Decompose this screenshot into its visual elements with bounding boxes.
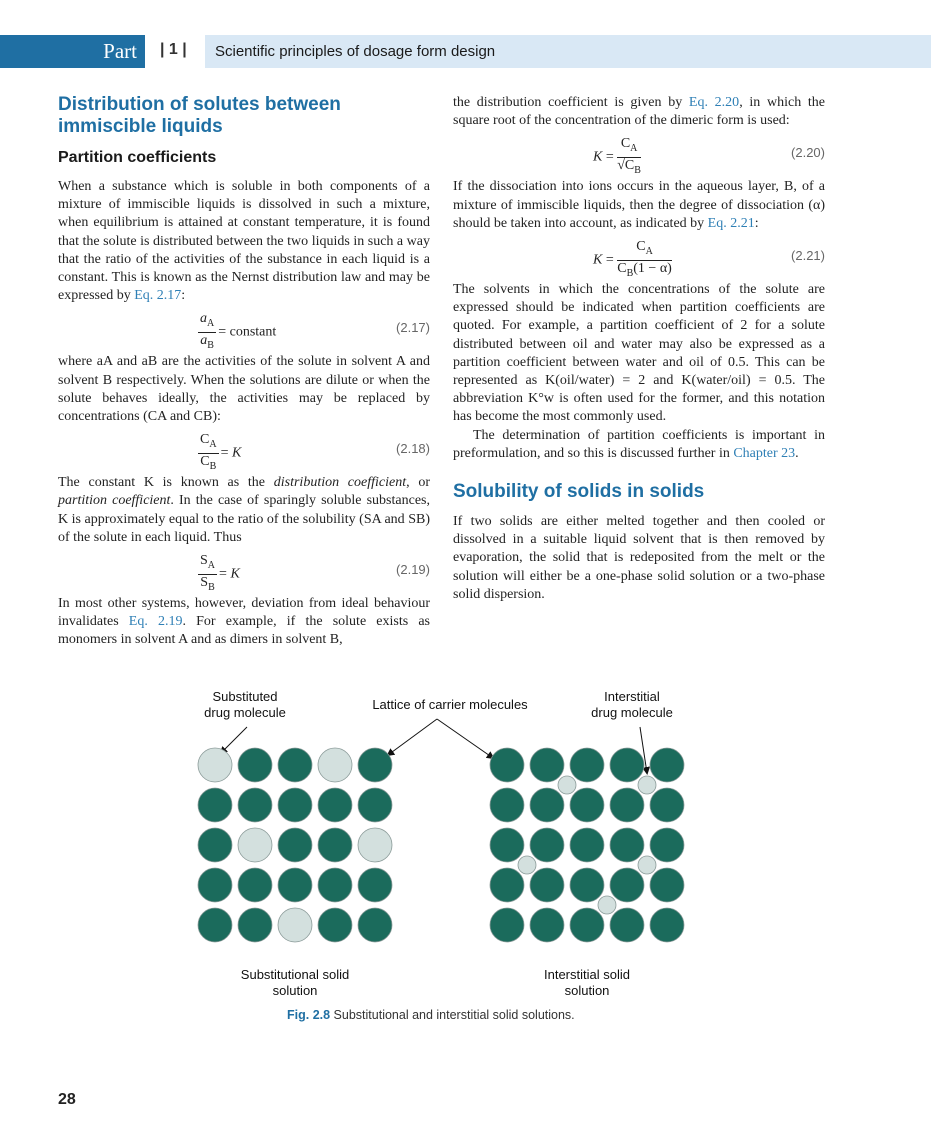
carrier-molecule	[610, 748, 644, 782]
carrier-molecule	[490, 748, 524, 782]
carrier-molecule	[278, 748, 312, 782]
solid-solutions-figure	[185, 685, 705, 1005]
running-header: Scientific principles of dosage form design	[205, 35, 931, 68]
carrier-molecule	[490, 828, 524, 862]
carrier-molecule	[318, 908, 352, 942]
label-substitutional-solution: solution	[272, 983, 318, 998]
carrier-molecule	[650, 908, 684, 942]
carrier-molecule	[610, 788, 644, 822]
equation-2-21: K = $\frac{C_A}{C_B(1 - \alpha)}$ (2.21)	[593, 239, 825, 279]
equation-link[interactable]: Eq. 2.20	[688, 95, 740, 110]
equation-link[interactable]: Eq. 2.19	[128, 614, 183, 630]
subsection-heading: Partition coefficients	[58, 149, 217, 166]
drug-molecule	[598, 896, 616, 914]
carrier-molecule	[278, 788, 312, 822]
equation-2-20: K = $\frac{C_A}{√C_B}$ (2.20)	[593, 136, 825, 176]
label-interstitial: Interstitial	[604, 689, 660, 704]
paragraph: The solvents in which the concentrations of the solute are expressed should be indicated when partition coefficients are quoted. For example, a partition coefficient of 2 for a solute distributed between oil and water may also be expressed as a partition coefficient between water and oil of 0.5. This can be represented as K(oil/water) = 2 and K(water/oil) = 0.5. The abbreviation K°w is often used for the former, and this notation has become the most commonly used.	[453, 282, 825, 425]
figure-caption: Fig. 2.8 Substitutional and interstitial solid solutions.	[287, 1008, 575, 1022]
drug-molecule	[638, 776, 656, 794]
page-number: 28	[58, 1091, 76, 1108]
paragraph: the distribution coefficient is given by Eq. 2.20, in which the square root of the concentration of the dimeric form is used:	[453, 95, 825, 129]
drug-molecule	[558, 776, 576, 794]
paragraph: where aA and aB are the activities of the solute in solvent A and solvent B respectively. When the solutions are dilute or when the solute behaves ideally, the activities may be replaced by concentrations (CA and CB):	[58, 354, 430, 425]
equation-2-17: $\frac{a_A}{a_B}$ = constant (2.17)	[200, 311, 430, 352]
carrier-molecule	[650, 748, 684, 782]
carrier-molecule	[358, 748, 392, 782]
carrier-molecule	[238, 868, 272, 902]
carrier-molecule	[610, 828, 644, 862]
carrier-molecule	[650, 868, 684, 902]
carrier-molecule	[570, 908, 604, 942]
paragraph: If two solids are either melted together and then cooled or dissolved in a suitable liquid solvent that is then removed by evaporation, the solid that is redeposited from the melt or the solution will either be a one-phase solid solution or a two-phase solid dispersion.	[453, 514, 825, 602]
substitutional-lattice	[198, 748, 392, 942]
carrier-molecule	[198, 828, 232, 862]
carrier-molecule	[610, 868, 644, 902]
carrier-molecule	[358, 788, 392, 822]
carrier-molecule	[490, 788, 524, 822]
carrier-molecule	[318, 788, 352, 822]
left-column	[58, 94, 430, 650]
carrier-molecule	[238, 748, 272, 782]
drug-molecule	[638, 856, 656, 874]
label-substituted: drug molecule	[204, 705, 286, 720]
carrier-molecule	[530, 828, 564, 862]
drug-molecule	[358, 828, 392, 862]
equation-2-19: $\frac{S_A}{S_B}$ = K (2.19)	[200, 553, 430, 593]
label-lattice: Lattice of carrier molecules	[372, 697, 528, 712]
equation-link[interactable]: Eq. 2.17	[134, 288, 182, 304]
carrier-molecule	[570, 828, 604, 862]
right-column	[453, 94, 825, 604]
part-number: | 1 |	[160, 41, 187, 58]
interstitial-lattice	[490, 748, 684, 942]
paragraph: The constant K is known as the distribution coefficient, or partition coefficient. In the case of sparingly soluble substances, K is approximately equal to the ratio of the solubility (SA and SB) of the solute in each liquid. Thus	[58, 475, 431, 545]
carrier-molecule	[278, 868, 312, 902]
carrier-molecule	[318, 828, 352, 862]
carrier-molecule	[318, 868, 352, 902]
chapter-link[interactable]: Chapter 23	[733, 445, 796, 461]
carrier-molecule	[610, 908, 644, 942]
carrier-molecule	[358, 908, 392, 942]
drug-molecule	[318, 748, 352, 782]
carrier-molecule	[530, 868, 564, 902]
label-interstitial: drug molecule	[591, 705, 673, 720]
carrier-molecule	[530, 908, 564, 942]
drug-molecule	[238, 828, 272, 862]
carrier-molecule	[570, 748, 604, 782]
carrier-molecule	[238, 908, 272, 942]
paragraph: In most other systems, however, deviation from ideal behaviour invalidates Eq. 2.19. For example, if the solute exists as monomers in solvent A and as dimers in solvent B,	[58, 596, 430, 648]
carrier-molecule	[490, 868, 524, 902]
carrier-molecule	[238, 788, 272, 822]
carrier-molecule	[278, 828, 312, 862]
label-substitutional-solution: Substitutional solid	[240, 967, 350, 982]
carrier-molecule	[198, 788, 232, 822]
drug-molecule	[198, 748, 232, 782]
equation-link[interactable]: Eq. 2.21	[707, 215, 755, 231]
carrier-molecule	[490, 908, 524, 942]
label-interstitial-solution: solution	[564, 983, 610, 998]
paragraph: If the dissociation into ions occurs in the aqueous layer, B, of a mixture of immiscible liquids, then the degree of dissociation (α) should be taken into account, as indicated by Eq. 2.21:	[453, 179, 825, 231]
paragraph: The determination of partition coefficients is important in preformulation, and so this is discussed further in Chapter 23.	[453, 427, 825, 461]
section-heading: Solubility of solids in solids	[453, 481, 705, 503]
carrier-molecule	[530, 788, 564, 822]
label-substituted: Substituted	[212, 689, 278, 704]
carrier-molecule	[650, 828, 684, 862]
part-label: Part	[0, 35, 145, 68]
carrier-molecule	[198, 908, 232, 942]
carrier-molecule	[650, 788, 684, 822]
drug-molecule	[518, 856, 536, 874]
carrier-molecule	[358, 868, 392, 902]
paragraph: When a substance which is soluble in both components of a mixture of immiscible liquids is dissolved in such a mixture, when equilibrium is attained at constant temperature, it is found that the solute is distributed between the two liquids in such a way that the ratio of the activities of the substance in each liquid is a constant. This is known as the Nernst distribution law and may be expressed by Eq. 2.17:	[58, 179, 430, 304]
drug-molecule	[278, 908, 312, 942]
carrier-molecule	[570, 868, 604, 902]
carrier-molecule	[530, 748, 564, 782]
carrier-molecule	[198, 868, 232, 902]
equation-2-18: $\frac{C_A}{C_B}$ = K (2.18)	[200, 432, 430, 472]
section-heading: Distribution of solutes between immiscible liquids	[58, 94, 341, 137]
carrier-molecule	[570, 788, 604, 822]
label-interstitial-solution: Interstitial solid	[544, 967, 630, 982]
